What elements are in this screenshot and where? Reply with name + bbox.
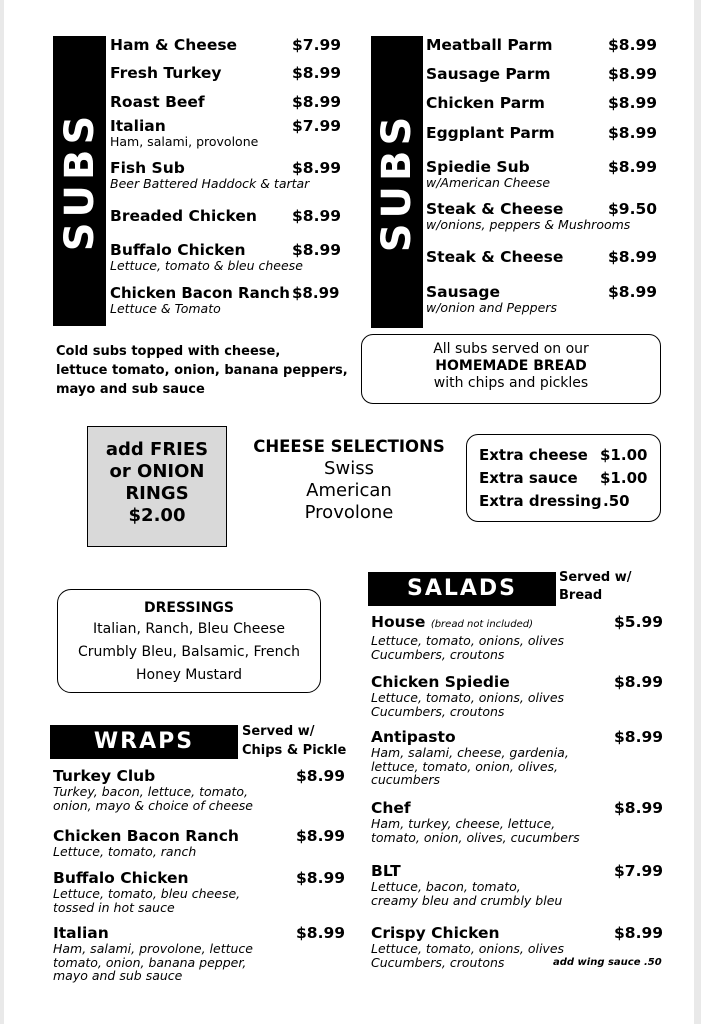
wraps-served-line: Served w/: [242, 724, 315, 739]
extra-price: .50: [603, 492, 630, 510]
sub-item: [110, 64, 340, 82]
sub-desc: w/American Cheese: [426, 175, 551, 190]
salad-name: Antipasto: [371, 728, 456, 746]
bread-box: [361, 334, 661, 404]
sub-item: [110, 117, 340, 149]
salad-item: [371, 613, 666, 661]
salad-price: $8.99: [614, 673, 664, 691]
sub-name: Roast Beef: [110, 93, 205, 111]
wraps-served: [242, 722, 346, 760]
sub-price: $8.99: [292, 93, 342, 111]
sub-name: Buffalo Chicken: [110, 241, 246, 259]
salads-served-line: Bread: [559, 588, 603, 603]
sub-item: [426, 200, 666, 232]
fries-box: [87, 426, 227, 547]
wrap-item: [53, 924, 346, 983]
wrap-price: $8.99: [296, 924, 346, 942]
sub-price: $7.99: [292, 117, 342, 135]
extras-box: [466, 434, 661, 522]
salad-desc: Lettuce, bacon, tomato,: [371, 879, 521, 894]
salads-header: SALADS: [368, 572, 556, 606]
sub-price: $8.99: [608, 36, 658, 54]
salad-item: [371, 673, 666, 718]
salad-desc: tomato, onion, olives, cucumbers: [371, 829, 580, 845]
extra-price: $1.00: [600, 469, 648, 487]
cold-subs-line: lettuce tomato, onion, banana peppers,: [56, 363, 348, 378]
sub-name: Sausage: [426, 283, 500, 301]
wrap-name: Turkey Club: [53, 767, 156, 785]
subs-right-label: SUBS: [374, 111, 420, 253]
wrap-desc: tossed in hot sauce: [53, 899, 175, 915]
salad-price: $7.99: [614, 862, 664, 880]
wrap-desc: onion, mayo & choice of cheese: [53, 797, 253, 813]
salad-desc: creamy bleu and crumbly bleu: [371, 892, 563, 908]
sub-price: $8.99: [292, 241, 342, 259]
salad-desc: Lettuce, tomato, onions, olives: [371, 633, 565, 648]
sub-item: [426, 124, 656, 142]
sub-name: Ham & Cheese: [110, 36, 238, 54]
sub-desc: Beer Battered Haddock & tartar: [110, 176, 310, 191]
salad-desc: Lettuce, tomato, onions, olives: [371, 941, 565, 956]
extra-price: $1.00: [600, 446, 648, 464]
sub-name: Fish Sub: [110, 159, 185, 177]
salad-name: Crispy Chicken: [371, 924, 500, 942]
salad-price: $8.99: [614, 799, 664, 817]
sub-name: Meatball Parm: [426, 36, 553, 54]
extra-label: Extra sauce: [479, 469, 578, 487]
salad-desc: Lettuce, tomato, onions, olives: [371, 690, 565, 705]
sub-price: $8.99: [292, 284, 340, 302]
sub-price: $8.99: [292, 207, 342, 225]
cold-subs-line: mayo and sub sauce: [56, 382, 205, 397]
extra-row: [479, 444, 660, 467]
cheese-option: Provolone: [304, 502, 394, 523]
salad-price: $8.99: [614, 924, 664, 942]
wrap-price: $8.99: [296, 869, 346, 887]
fries-line-3: RINGS: [125, 483, 189, 504]
wrap-item: [53, 767, 346, 813]
salad-item: [371, 728, 666, 787]
bread-line-3: with chips and pickles: [433, 375, 589, 391]
salad-name: House: [371, 613, 426, 631]
cheese-title: CHEESE SELECTIONS: [253, 437, 445, 456]
salad-desc: Ham, turkey, cheese, lettuce,: [371, 816, 556, 831]
bread-line-1: All subs served on our: [433, 341, 589, 357]
cheese-selections: [244, 436, 454, 524]
salads-served-line: Served w/: [559, 570, 632, 585]
wrap-desc: Ham, salami, provolone, lettuce: [53, 941, 253, 956]
salad-name: Chicken Spiedie: [371, 673, 510, 691]
sub-price: $8.99: [608, 124, 658, 142]
sub-desc: Ham, salami, provolone: [110, 134, 259, 149]
extra-row: [479, 490, 660, 513]
sub-price: $7.99: [292, 36, 342, 54]
salads-served: [559, 569, 631, 605]
wrap-name: Buffalo Chicken: [53, 869, 189, 887]
subs-left-label: SUBS: [56, 110, 103, 252]
sub-name: Steak & Cheese: [426, 200, 564, 218]
sub-price: $8.99: [608, 158, 658, 176]
wrap-desc: mayo and sub sauce: [53, 968, 183, 983]
wraps-served-line: Chips & Pickle: [242, 743, 347, 758]
sub-name: Steak & Cheese: [426, 248, 564, 266]
salad-name: BLT: [371, 862, 401, 880]
salad-desc: cucumbers: [371, 772, 441, 787]
salad-price: $5.99: [614, 613, 664, 631]
wrap-desc: Lettuce, tomato, ranch: [53, 844, 197, 859]
sub-name: Sausage Parm: [426, 65, 551, 83]
sub-price: $8.99: [292, 159, 342, 177]
subs-right-banner: [371, 36, 423, 328]
sub-item: [426, 248, 656, 266]
cheese-option: Swiss: [324, 458, 374, 479]
fries-price: $2.00: [128, 505, 186, 526]
sub-item: [426, 283, 656, 315]
extra-label: Extra dressing: [479, 492, 602, 510]
dressings-line: Italian, Ranch, Bleu Cheese: [93, 621, 285, 637]
fries-line-2: or ONION: [109, 461, 205, 482]
wraps-header: WRAPS: [50, 725, 238, 759]
salad-desc: Ham, salami, cheese, gardenia,: [371, 745, 569, 760]
sub-item: [426, 65, 656, 83]
salad-item: [371, 799, 666, 844]
dressings-line: Crumbly Bleu, Balsamic, French: [77, 644, 301, 660]
sub-item: [426, 158, 656, 190]
sub-name: Chicken Bacon Ranch: [110, 284, 290, 302]
sub-item: [426, 36, 656, 54]
sub-item: [110, 207, 340, 225]
sub-desc: Lettuce, tomato & bleu cheese: [110, 258, 303, 273]
sub-item: [110, 159, 340, 191]
extra-row: [479, 467, 660, 490]
sub-item: [110, 241, 340, 273]
sub-name: Breaded Chicken: [110, 207, 257, 225]
salad-note: (bread not included): [430, 619, 534, 630]
extra-label: Extra cheese: [479, 446, 588, 464]
salad-name: Chef: [371, 799, 411, 817]
dressings-box: [57, 589, 321, 693]
sub-desc: w/onion and Peppers: [426, 300, 557, 315]
sub-item: [110, 36, 340, 54]
sub-price: $8.99: [608, 283, 658, 301]
wrap-desc: Turkey, bacon, lettuce, tomato,: [53, 784, 249, 799]
wrap-price: $8.99: [296, 827, 346, 845]
sub-name: Spiedie Sub: [426, 158, 530, 176]
sub-desc: Lettuce & Tomato: [110, 301, 221, 316]
bread-line-2: HOMEMADE BREAD: [435, 358, 587, 374]
sub-desc: w/onions, peppers & Mushrooms: [426, 217, 631, 232]
salad-desc: lettuce, tomato, onion, olives,: [371, 758, 559, 774]
menu-page: [4, 0, 694, 1024]
wing-sauce-note: add wing sauce .50: [553, 957, 662, 968]
cheese-option: American: [306, 480, 392, 501]
wrap-item: [53, 869, 346, 915]
wrap-item: [53, 827, 346, 859]
cold-subs-note: [56, 342, 348, 399]
sub-name: Chicken Parm: [426, 94, 545, 112]
sub-price: $8.99: [292, 64, 342, 82]
dressings-line: Honey Mustard: [135, 667, 243, 683]
sub-price: $8.99: [608, 248, 658, 266]
sub-price: $8.99: [608, 94, 658, 112]
sub-price: $9.50: [608, 200, 658, 218]
wrap-desc: Lettuce, tomato, bleu cheese,: [53, 886, 241, 901]
subs-left-banner: [53, 36, 106, 326]
salad-desc: Cucumbers, croutons: [371, 703, 505, 719]
salad-desc: Cucumbers, croutons: [371, 954, 505, 970]
dressings-title: DRESSINGS: [143, 600, 234, 616]
sub-name: Fresh Turkey: [110, 64, 222, 82]
cold-subs-line: Cold subs topped with cheese,: [56, 344, 281, 359]
sub-item: [110, 284, 350, 316]
wrap-desc: tomato, onion, banana pepper,: [53, 954, 247, 970]
wrap-name: Chicken Bacon Ranch: [53, 827, 239, 845]
salad-desc: Cucumbers, croutons: [371, 646, 505, 662]
salad-item: [371, 862, 666, 907]
wrap-price: $8.99: [296, 767, 346, 785]
wrap-name: Italian: [53, 924, 109, 942]
sub-item: [426, 94, 656, 112]
sub-name: Italian: [110, 117, 166, 135]
salad-price: $8.99: [614, 728, 664, 746]
fries-line-1: add FRIES: [105, 439, 209, 460]
sub-price: $8.99: [608, 65, 658, 83]
sub-name: Eggplant Parm: [426, 124, 555, 142]
sub-item: [110, 93, 340, 111]
